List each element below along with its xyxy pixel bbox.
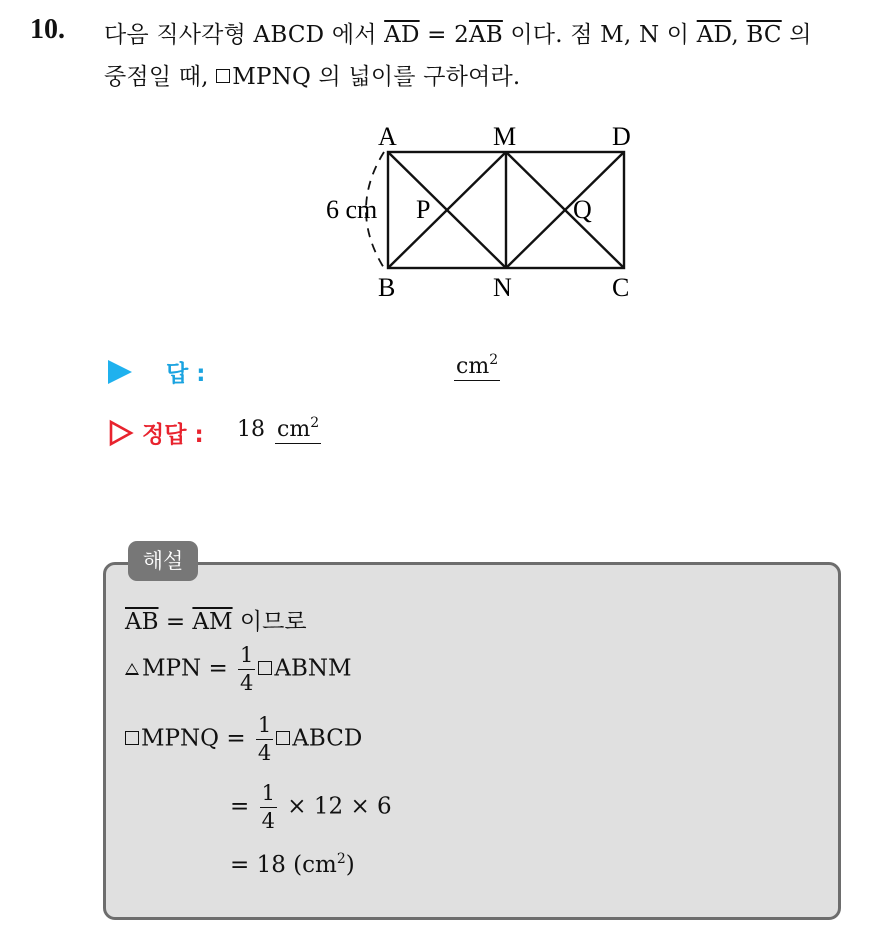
correct-answer-value: 18 $cm^2$ — [237, 415, 320, 442]
solution-tag: 해설 — [128, 541, 198, 581]
correct-answer-label: 정답 : — [142, 422, 204, 448]
solution-line5: = 18 $(cm^2)$ — [230, 851, 355, 878]
answer-blank[interactable]: $cm^2$ — [456, 352, 499, 379]
square-symbol-icon — [276, 731, 290, 745]
label-n: N — [493, 273, 512, 302]
label-a: A — [378, 122, 397, 151]
problem-text-line2: 중점일 때, MPNQ 의 넓이를 구하여라. — [104, 64, 521, 90]
solution-line2: MPN = $\frac{1}{4}$ ABNM — [125, 645, 352, 694]
square-symbol-icon — [216, 69, 230, 83]
square-symbol-icon — [125, 731, 139, 745]
square-symbol-icon — [258, 661, 272, 675]
solution-line3: MPNQ = $\frac{1}{4}$ ABCD — [125, 715, 362, 764]
label-c: C — [612, 273, 630, 302]
problem-number: 10. — [30, 14, 65, 45]
segment-ab: $\overline{AB}$ — [468, 22, 503, 48]
segment-bc: $\overline{BC}$ — [746, 22, 782, 48]
problem-text-line1: 다음 직사각형 ABCD 에서 $\overline{AD} = 2\overline{AB}$ 이다. 점 M, N 이 $\overline{AD}$, $\overline{BC}$ 의 — [104, 22, 812, 48]
label-d: D — [612, 122, 631, 151]
label-b: B — [378, 273, 396, 302]
fraction: $\frac{1}{4}$ — [240, 643, 254, 695]
label-m: M — [493, 122, 517, 151]
solution-line1: $\overline{AB} = \overline{AM}$ 이므로 — [125, 609, 307, 635]
solution-line4: = $\frac{1}{4}$ × 12 × 6 — [230, 781, 392, 833]
triangle-symbol-icon — [125, 663, 139, 675]
fraction: $\frac{1}{4}$ — [257, 713, 272, 765]
outline-arrow-icon — [108, 419, 134, 447]
segment-ad: $\overline{AD}$ — [384, 22, 420, 48]
fraction: $\frac{1}{4}$ — [261, 781, 275, 833]
label-q: Q — [573, 195, 592, 224]
answer-label: 답 : — [166, 361, 206, 387]
label-p: P — [416, 195, 431, 224]
answer-row — [108, 355, 205, 388]
correct-answer-row — [108, 416, 204, 449]
play-arrow-icon — [108, 360, 132, 384]
solution-box — [103, 562, 841, 920]
label-side-length: 6 cm — [326, 195, 378, 224]
correct-answer-unit: $cm^2$ — [277, 415, 320, 442]
rectangle-figure — [300, 118, 660, 303]
segment-ad-2: $\overline{AD}$ — [696, 22, 732, 48]
